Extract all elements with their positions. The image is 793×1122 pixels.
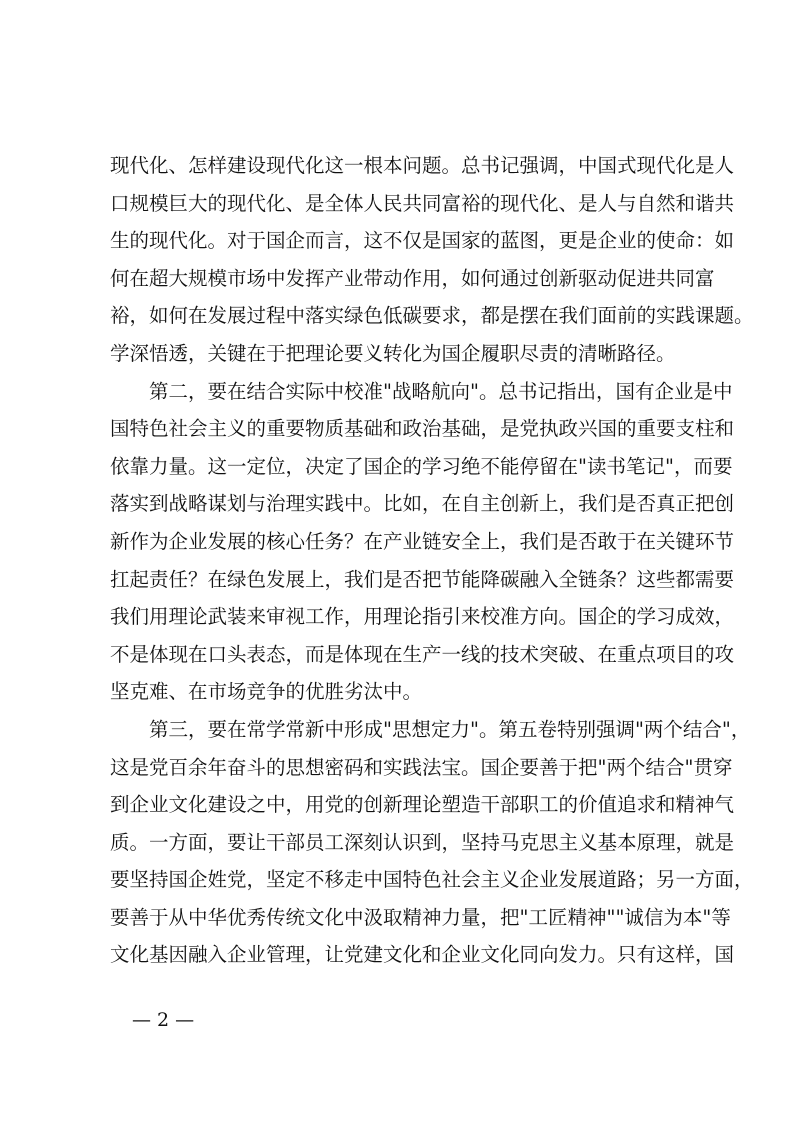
text-line: 这是党百余年奋斗的思想密码和实践法宝。国企要善于把"两个结合"贯穿 [110,755,733,779]
text-line: 现代化、怎样建设现代化这一根本问题。总书记强调，中国式现代化是人 [110,154,735,177]
text-line: 何在超大规模市场中发挥产业带动作用，如何通过创新驱动促进共同富 [110,266,715,290]
paragraph-first-line: 第二，要在结合实际中校准"战略航向"。总书记指出，国有企业是中 [149,379,733,403]
text-line: 质。一方面，要让干部员工深刻认识到，坚持马克思主义基本原理，就是 [110,830,735,854]
text-line: 学深悟透，关键在于把理论要义转化为国企履职尽责的清晰路径。 [110,341,676,365]
text-line: 不是体现在口头表态，而是体现在生产一线的技术突破、在重点项目的攻 [110,642,735,666]
text-line: 要善于从中华优秀传统文化中汲取精神力量，把"工匠精神""诚信为本"等 [110,905,731,929]
paragraph-first-line: 第三，要在常学常新中形成"思想定力"。第五卷特别强调"两个结合"， [149,717,751,741]
text-line: 文化基因融入企业管理，让党建文化和企业文化同向发力。只有这样，国 [110,943,735,967]
page-number: — 2 — [132,1009,195,1031]
text-line: 新作为企业发展的核心任务？在产业链安全上，我们是否敢于在关键环节 [110,529,735,553]
body-text [110,147,754,974]
text-line: 裕，如何在发展过程中落实绿色低碳要求，都是摆在我们面前的实践课题。 [110,304,754,328]
text-line: 落实到战略谋划与治理实践中。比如，在自主创新上，我们是否真正把创 [110,492,735,516]
text-line: 我们用理论武装来审视工作，用理论指引来校准方向。国企的学习成效， [110,605,735,629]
text-line: 坚克难、在市场竞争的优胜劣汰中。 [110,680,423,704]
text-line: 扛起责任？在绿色发展上，我们是否把节能降碳融入全链条？这些都需要 [110,567,735,591]
text-line: 生的现代化。对于国企而言，这不仅是国家的蓝图，更是企业的使命：如 [110,229,735,253]
text-line: 口规模巨大的现代化、是全体人民共同富裕的现代化、是人与自然和谐共 [110,191,735,215]
text-line: 依靠力量。这一定位，决定了国企的学习绝不能停留在"读书笔记"，而要 [110,454,733,478]
text-line: 国特色社会主义的重要物质基础和政治基础，是党执政兴国的重要支柱和 [110,417,735,441]
text-line: 要坚持国企姓党，坚定不移走中国特色社会主义企业发展道路；另一方面， [110,868,754,892]
text-line: 到企业文化建设之中，用党的创新理论塑造干部职工的价值追求和精神气 [110,793,735,817]
